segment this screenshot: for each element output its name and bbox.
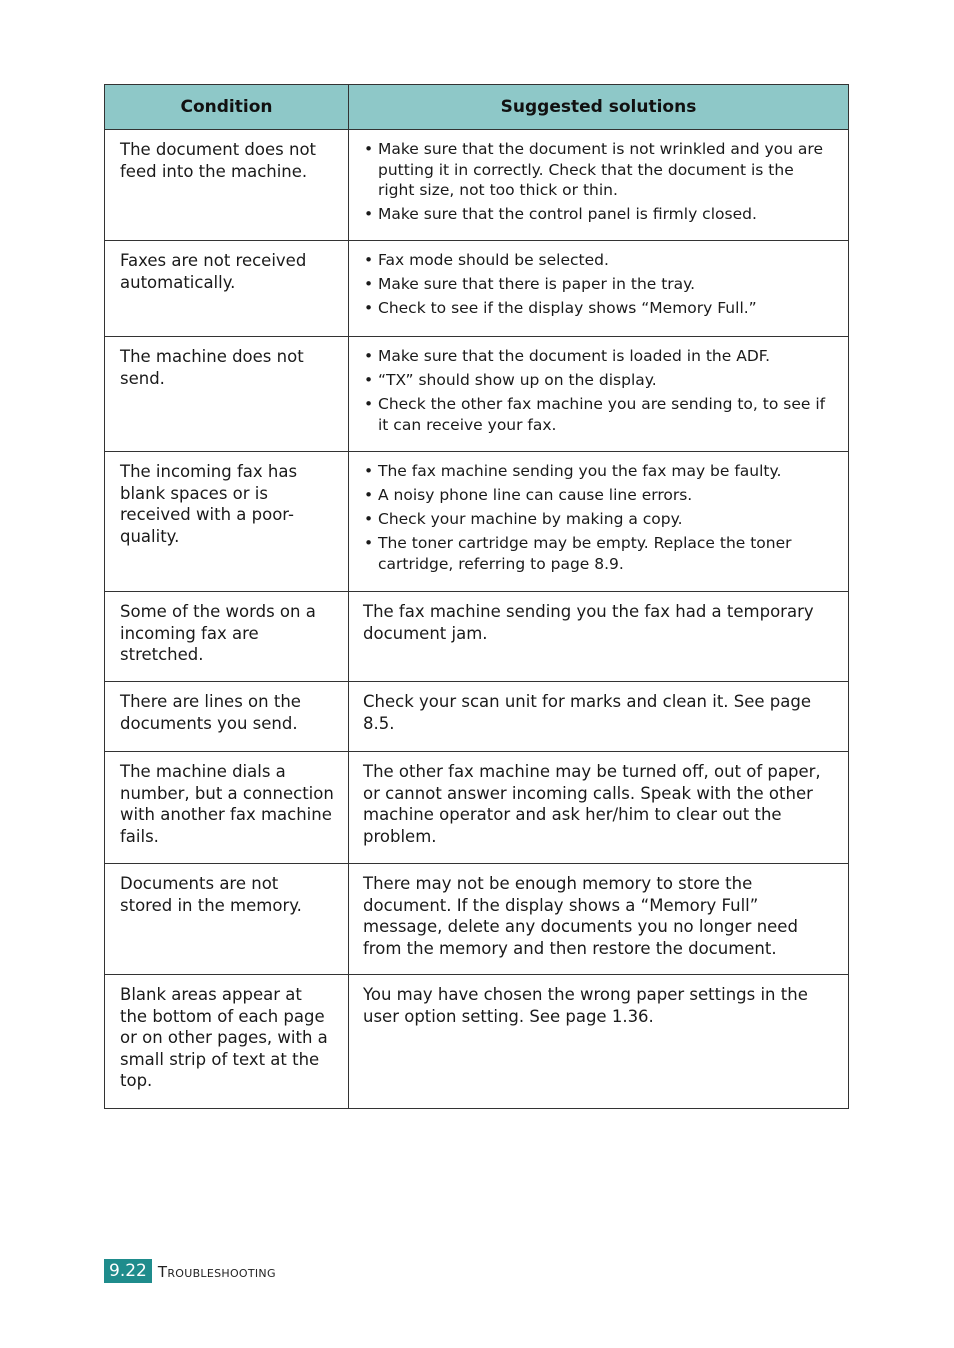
condition-cell: The machine dials a number, but a connection with another fax machine fails. (105, 752, 349, 864)
table-row (105, 752, 849, 864)
condition-cell: Blank areas appear at the bottom of each page or on other pages, with a small strip of text at the top. (105, 975, 349, 1109)
solution-list (363, 461, 834, 574)
solutions-header: Suggested solutions (349, 85, 849, 130)
condition-cell: The machine does not send. (105, 337, 349, 452)
solution-cell (349, 241, 849, 337)
solution-bullet: • Make sure that there is paper in the tray. (363, 274, 834, 295)
solution-bullet: • Check your machine by making a copy. (363, 509, 834, 530)
solution-bullet: • Fax mode should be selected. (363, 250, 834, 271)
table-row (105, 337, 849, 452)
solution-cell: The other fax machine may be turned off, out of paper, or cannot answer incoming calls. Speak with the other machine operator and ask her/him to clear out the problem. (349, 752, 849, 864)
solution-bullet: • Make sure that the document is not wrinkled and you are putting it in correctly. Check that the document is the right size, not too thick or thin. (363, 139, 834, 201)
solution-bullet: • The toner cartridge may be empty. Replace the toner cartridge, referring to page 8.9. (363, 533, 834, 574)
table-row (105, 241, 849, 337)
table-row (105, 975, 849, 1109)
solution-list (363, 250, 834, 319)
table-row (105, 130, 849, 241)
table-row (105, 864, 849, 975)
table-row (105, 682, 849, 752)
solution-list (363, 346, 834, 435)
solution-cell: You may have chosen the wrong paper settings in the user option setting. See page 1.36. (349, 975, 849, 1109)
solution-bullet: • The fax machine sending you the fax may be faulty. (363, 461, 834, 482)
solution-bullet: • Make sure that the control panel is firmly closed. (363, 204, 834, 225)
solution-bullet: • A noisy phone line can cause line errors. (363, 485, 834, 506)
condition-cell: There are lines on the documents you send. (105, 682, 349, 752)
condition-cell: The incoming fax has blank spaces or is received with a poor-quality. (105, 452, 349, 592)
condition-cell: The document does not feed into the machine. (105, 130, 349, 241)
solution-bullet: • Check to see if the display shows “Memory Full.” (363, 298, 834, 319)
solution-bullet: • “TX” should show up on the display. (363, 370, 834, 391)
page-number: 9.22 (104, 1259, 152, 1283)
table-row (105, 592, 849, 682)
solution-cell (349, 337, 849, 452)
page-footer (104, 1259, 276, 1283)
table-row (105, 452, 849, 592)
solution-cell: There may not be enough memory to store the document. If the display shows a “Memory Full” message, delete any documents you no longer need from the memory and then restore the document. (349, 864, 849, 975)
solution-cell: The fax machine sending you the fax had a temporary document jam. (349, 592, 849, 682)
solution-bullet: • Make sure that the document is loaded in the ADF. (363, 346, 834, 367)
solution-list (363, 139, 834, 225)
condition-cell: Some of the words on a incoming fax are stretched. (105, 592, 349, 682)
solution-cell (349, 452, 849, 592)
solution-bullet: • Check the other fax machine you are sending to, to see if it can receive your fax. (363, 394, 834, 435)
troubleshooting-table (104, 84, 849, 1109)
solution-cell (349, 130, 849, 241)
condition-header: Condition (105, 85, 349, 130)
table-header-row (105, 85, 849, 130)
condition-cell: Faxes are not received automatically. (105, 241, 349, 337)
section-title: Troubleshooting (157, 1263, 276, 1281)
solution-cell: Check your scan unit for marks and clean it. See page 8.5. (349, 682, 849, 752)
condition-cell: Documents are not stored in the memory. (105, 864, 349, 975)
